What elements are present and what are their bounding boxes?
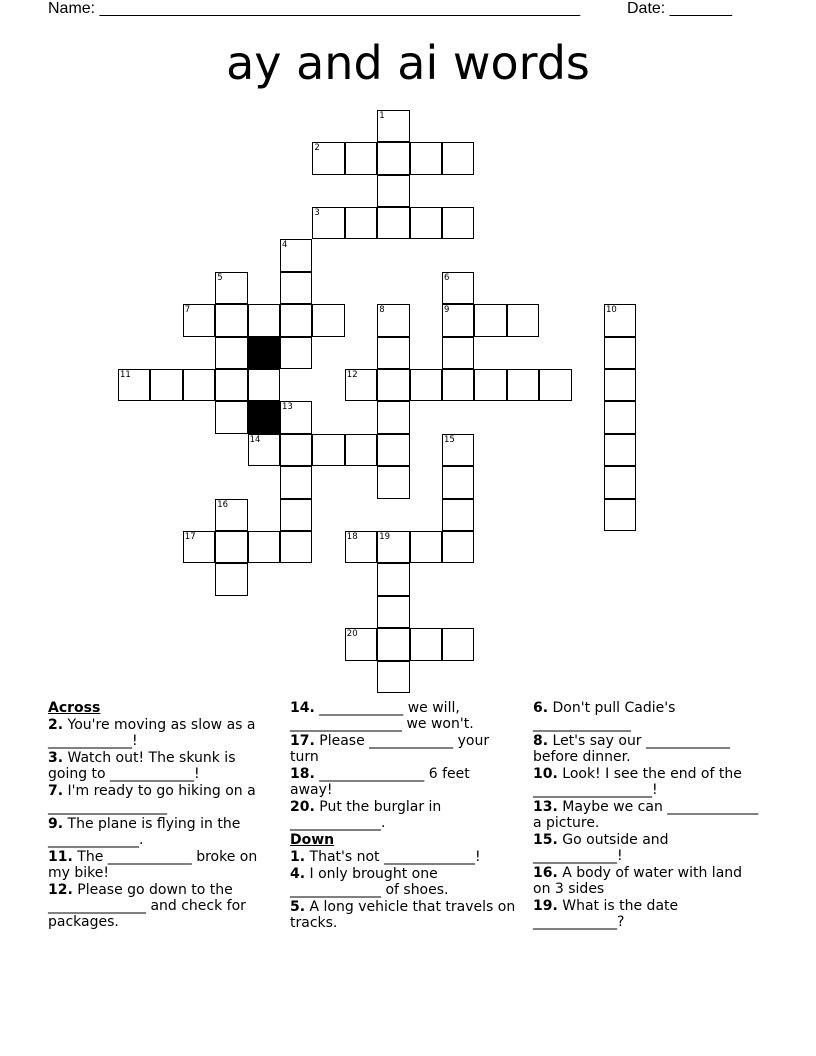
clue-number: 6. (533, 700, 549, 716)
clue-number: 2. (48, 717, 64, 733)
clue-across-17 (290, 733, 516, 765)
cell-number: 8 (379, 305, 385, 316)
grid-cell[interactable] (410, 142, 442, 174)
clue-across-18 (290, 766, 516, 798)
clue-text: Please go down to the ______________ and check for packages. (48, 882, 246, 930)
grid-cell[interactable] (215, 304, 247, 336)
clue-down-6 (533, 700, 759, 732)
grid-cell[interactable] (377, 369, 409, 401)
cell-number: 6 (444, 272, 450, 283)
clue-text: The ____________ broke on my bike! (48, 849, 258, 881)
clues-column-3 (533, 700, 759, 931)
cell-number: 16 (217, 499, 229, 510)
clue-text: The plane is flying in the _____________. (48, 816, 241, 848)
clue-down-19 (533, 898, 759, 930)
clue-text: I'm ready to go hiking on a _________________ (48, 783, 256, 815)
clue-down-1 (290, 849, 516, 865)
grid-cell[interactable] (377, 531, 409, 563)
cell-number: 14 (249, 434, 261, 445)
grid-cell[interactable] (442, 628, 474, 660)
across-heading: Across (48, 700, 101, 716)
grid-cell[interactable] (442, 466, 474, 498)
grid-cell[interactable] (377, 401, 409, 433)
grid-cell[interactable] (345, 531, 377, 563)
cell-number: 18 (346, 532, 358, 542)
grid-cell[interactable] (442, 499, 474, 531)
clue-number: 11. (48, 849, 73, 865)
grid-cell[interactable] (442, 369, 474, 401)
grid-cell[interactable] (442, 304, 474, 336)
cell-number: 5 (217, 272, 223, 283)
down-heading: Down (290, 832, 335, 848)
grid-cell[interactable] (312, 434, 344, 466)
clues-column-2 (290, 700, 516, 932)
grid-cell[interactable] (474, 369, 506, 401)
clue-text: Go outside and ____________! (533, 832, 669, 864)
clue-text: Maybe we can _____________ a picture. (533, 799, 759, 831)
grid-cell[interactable] (377, 596, 409, 628)
grid-cell[interactable] (507, 369, 539, 401)
grid-cell[interactable] (183, 369, 215, 401)
clue-number: 20. (290, 799, 315, 815)
cell-number: 13 (282, 402, 293, 413)
date-field-label[interactable]: Date: _______ (627, 0, 732, 17)
clue-text: Let's say our ____________ before dinner. (533, 733, 731, 765)
clue-text: Look! I see the end of the _________________! (533, 766, 742, 798)
cell-number: 12 (346, 370, 358, 380)
grid-cell[interactable] (604, 401, 636, 433)
cell-number: 9 (444, 305, 450, 316)
grid-cell[interactable] (377, 142, 409, 174)
grid-cell[interactable] (280, 466, 312, 498)
clue-across-11 (48, 849, 274, 881)
cell-number: 3 (314, 208, 320, 218)
grid-cell[interactable] (377, 434, 409, 466)
grid-cell[interactable] (215, 563, 247, 595)
grid-cell[interactable] (410, 207, 442, 239)
grid-cell[interactable] (248, 369, 280, 401)
grid-cell[interactable] (377, 628, 409, 660)
clue-number: 16. (533, 865, 558, 881)
clue-text: Don't pull Cadie's ______________ (533, 700, 676, 732)
clue-down-5 (290, 899, 516, 931)
cell-number: 7 (184, 305, 191, 316)
grid-cell[interactable] (312, 142, 344, 174)
grid-cell[interactable] (442, 531, 474, 563)
clue-text: A body of water with land on 3 sides (533, 865, 743, 897)
clue-across-12 (48, 882, 274, 930)
grid-cell[interactable] (410, 628, 442, 660)
grid-cell[interactable] (280, 401, 312, 433)
clue-number: 9. (48, 816, 64, 832)
grid-cell[interactable] (410, 531, 442, 563)
grid-cell[interactable] (345, 369, 377, 401)
grid-cell[interactable] (215, 272, 247, 304)
grid-cell[interactable] (377, 466, 409, 498)
clue-number: 8. (533, 733, 549, 749)
cell-number: 1 (379, 110, 385, 121)
grid-cell[interactable] (442, 434, 474, 466)
clue-text: Put the burglar in _____________. (290, 799, 442, 831)
grid-cell[interactable] (183, 531, 215, 563)
cell-number: 4 (282, 240, 288, 251)
black-cell (248, 337, 280, 369)
clue-number: 1. (290, 849, 306, 865)
clue-number: 7. (48, 783, 64, 799)
clue-number: 12. (48, 882, 73, 898)
clue-across-7 (48, 783, 274, 815)
clue-text: _______________ 6 feet away! (290, 766, 470, 798)
grid-cell[interactable] (377, 563, 409, 595)
clue-text: A long vehicle that travels on tracks. (290, 899, 516, 931)
clue-text: You're moving as slow as a ____________! (48, 717, 256, 749)
grid-cell[interactable] (442, 207, 474, 239)
clue-text: That's not _____________! (309, 849, 481, 865)
grid-cell[interactable] (410, 369, 442, 401)
clue-number: 3. (48, 750, 64, 766)
clues-column-1 (48, 700, 274, 931)
clue-number: 19. (533, 898, 558, 914)
page-title: ay and ai words (226, 36, 590, 90)
grid-cell[interactable] (345, 434, 377, 466)
grid-cell[interactable] (442, 142, 474, 174)
grid-cell[interactable] (442, 272, 474, 304)
grid-cell[interactable] (377, 110, 409, 142)
grid-cell[interactable] (604, 304, 636, 336)
clue-number: 18. (290, 766, 315, 782)
grid-cell[interactable] (280, 499, 312, 531)
grid-cell[interactable] (215, 499, 247, 531)
grid-cell[interactable] (248, 531, 280, 563)
clue-number: 15. (533, 832, 558, 848)
name-field-label[interactable]: Name: ______________________________________________________ (48, 0, 581, 17)
clue-text: ____________ we will, ________________ we won't. (290, 700, 474, 732)
grid-cell[interactable] (345, 628, 377, 660)
clue-number: 5. (290, 899, 306, 915)
clue-down-15 (533, 832, 759, 864)
grid-cell[interactable] (280, 239, 312, 271)
grid-cell[interactable] (377, 175, 409, 207)
clue-number: 14. (290, 700, 315, 716)
grid-cell[interactable] (507, 304, 539, 336)
clue-text: Please ____________ your turn (290, 733, 490, 765)
clue-number: 17. (290, 733, 315, 749)
clue-text: Watch out! The skunk is going to ____________! (48, 750, 236, 782)
grid-cell[interactable] (377, 304, 409, 336)
clue-across-9 (48, 816, 274, 848)
grid-cell[interactable] (539, 369, 571, 401)
grid-cell[interactable] (312, 207, 344, 239)
grid-cell[interactable] (604, 466, 636, 498)
cell-number: 19 (379, 532, 391, 542)
grid-cell[interactable] (345, 142, 377, 174)
grid-cell[interactable] (604, 337, 636, 369)
grid-cell[interactable] (604, 434, 636, 466)
clue-number: 13. (533, 799, 558, 815)
clue-across-20 (290, 799, 516, 831)
clue-down-16 (533, 865, 759, 897)
grid-cell[interactable] (215, 531, 247, 563)
clue-down-13 (533, 799, 759, 831)
grid-cell[interactable] (377, 207, 409, 239)
grid-cell[interactable] (442, 337, 474, 369)
cell-number: 20 (346, 629, 358, 640)
grid-cell[interactable] (150, 369, 182, 401)
grid-cell[interactable] (118, 369, 150, 401)
clue-across-14 (290, 700, 516, 732)
clue-text: I only brought one _____________ of shoes. (290, 866, 449, 898)
clue-number: 4. (290, 866, 306, 882)
grid-cell[interactable] (345, 207, 377, 239)
grid-cell[interactable] (377, 337, 409, 369)
clue-down-4 (290, 866, 516, 898)
cell-number: 11 (120, 370, 131, 380)
grid-cell[interactable] (280, 337, 312, 369)
cell-number: 10 (606, 305, 617, 316)
clue-across-2 (48, 717, 274, 749)
grid-cell[interactable] (183, 304, 215, 336)
clue-down-8 (533, 733, 759, 765)
grid-cell[interactable] (280, 272, 312, 304)
grid-cell[interactable] (215, 337, 247, 369)
grid-cell[interactable] (215, 369, 247, 401)
cell-number: 17 (184, 532, 196, 542)
grid-cell[interactable] (248, 434, 280, 466)
grid-cell[interactable] (377, 661, 409, 693)
grid-cell[interactable] (280, 304, 312, 336)
clue-number: 10. (533, 766, 558, 782)
clue-across-3 (48, 750, 274, 782)
clue-text: What is the date ____________? (533, 898, 679, 930)
grid-cell[interactable] (604, 499, 636, 531)
clue-down-10 (533, 766, 759, 798)
grid-cell[interactable] (215, 401, 247, 433)
grid-cell[interactable] (280, 531, 312, 563)
cell-number: 2 (314, 143, 320, 154)
grid-cell[interactable] (312, 304, 344, 336)
grid-cell[interactable] (474, 304, 506, 336)
grid-cell[interactable] (248, 304, 280, 336)
grid-cell[interactable] (280, 434, 312, 466)
grid-cell[interactable] (604, 369, 636, 401)
cell-number: 15 (444, 434, 455, 445)
black-cell (248, 401, 280, 433)
